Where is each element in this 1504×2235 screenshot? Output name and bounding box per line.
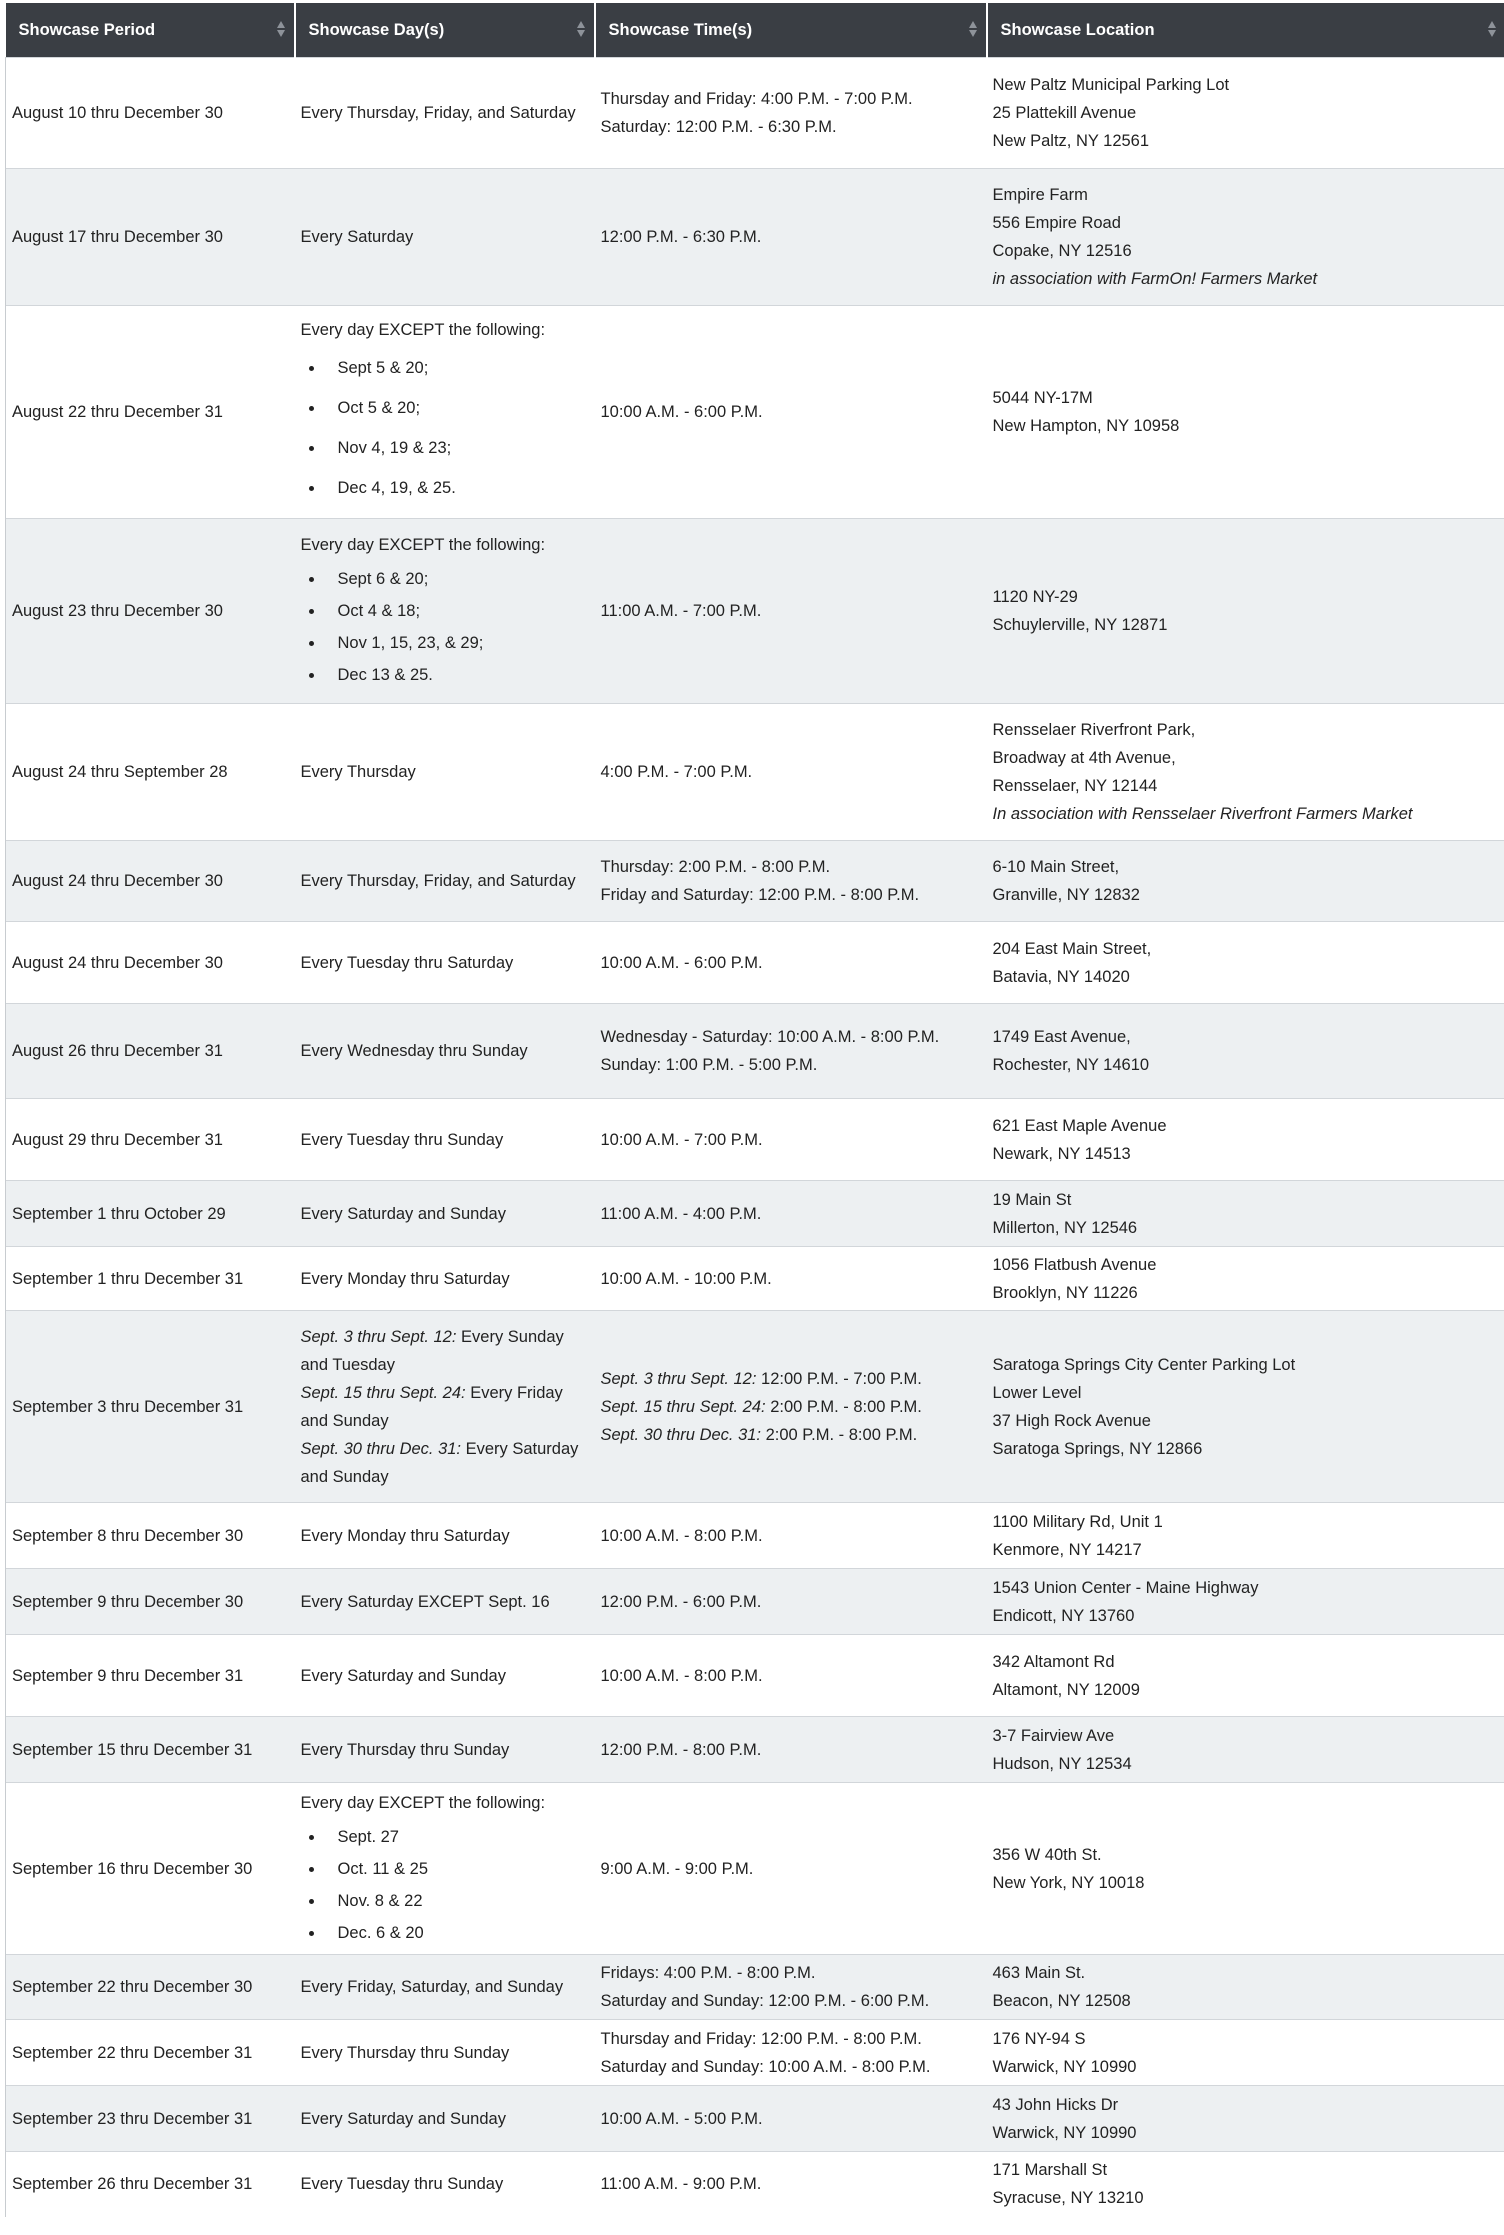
time-line: Thursday: 2:00 P.M. - 8:00 P.M. — [600, 858, 831, 876]
cell-location — [987, 1311, 1504, 1503]
time-line: Fridays: 4:00 P.M. - 8:00 P.M. — [600, 1964, 816, 1982]
cell-times — [595, 1247, 987, 1311]
time-line: 11:00 A.M. - 7:00 P.M. — [600, 602, 762, 620]
time-line: Sunday: 1:00 P.M. - 5:00 P.M. — [600, 1056, 818, 1074]
time-range-line — [601, 1421, 981, 1449]
location-line: Rensselaer, NY 12144 — [992, 777, 1158, 795]
cell-times — [595, 1311, 987, 1503]
cell-times — [595, 2086, 987, 2152]
column-header-days[interactable] — [295, 3, 595, 58]
location-line: 6-10 Main Street, — [992, 858, 1120, 876]
cell-times — [595, 922, 987, 1004]
cell-times — [595, 704, 987, 841]
location-line: 342 Altamont Rd — [992, 1652, 1115, 1671]
cell-location — [987, 1783, 1504, 1955]
location-line: 621 East Maple Avenue — [992, 1116, 1167, 1135]
cell-days — [295, 1783, 595, 1955]
cell-days: Every Tuesday thru Sunday — [295, 2152, 595, 2217]
cell-days: Every Tuesday thru Sunday — [295, 1099, 595, 1181]
cell-period: September 8 thru December 30 — [6, 1503, 295, 1569]
cell-period: August 24 thru December 30 — [6, 841, 295, 922]
location-line: Warwick, NY 10990 — [992, 2123, 1137, 2142]
location-line: Saratoga Springs City Center Parking Lot — [992, 1355, 1296, 1374]
time-range-line — [601, 1365, 981, 1393]
days-intro: Every day EXCEPT the following: — [300, 321, 546, 339]
except-item: • Oct 4 & 18; — [325, 595, 589, 627]
location-line: Millerton, NY 12546 — [992, 1218, 1138, 1237]
cell-days: Every Monday thru Saturday — [295, 1247, 595, 1311]
cell-period: September 16 thru December 30 — [6, 1783, 295, 1955]
cell-times — [595, 841, 987, 922]
cell-location — [987, 1181, 1504, 1247]
cell-times — [595, 1099, 987, 1181]
cell-days: Every Monday thru Saturday — [295, 1503, 595, 1569]
cell-period: September 9 thru December 30 — [6, 1569, 295, 1635]
column-header-label: Showcase Location — [1000, 21, 1155, 39]
location-line: 1056 Flatbush Avenue — [992, 1255, 1157, 1274]
cell-location — [987, 1503, 1504, 1569]
cell-days — [295, 306, 595, 519]
time-line: Thursday and Friday: 4:00 P.M. - 7:00 P.M. — [600, 90, 913, 108]
location-line: Brooklyn, NY 11226 — [992, 1283, 1138, 1302]
location-line: Syracuse, NY 13210 — [992, 2189, 1144, 2208]
cell-days — [295, 1311, 595, 1503]
except-item: • Nov 4, 19 & 23; — [325, 428, 589, 468]
time-range-label: Sept. 3 thru Sept. 12: — [600, 1369, 757, 1388]
location-line: Saratoga Springs, NY 12866 — [992, 1439, 1203, 1458]
cell-times — [595, 1783, 987, 1955]
time-line: 10:00 A.M. - 6:00 P.M. — [600, 403, 763, 421]
time-range-line — [601, 1393, 981, 1421]
time-line: Wednesday - Saturday: 10:00 A.M. - 8:00 P.M. — [600, 1028, 940, 1046]
location-line: Lower Level — [992, 1383, 1082, 1402]
table-row — [6, 1503, 1504, 1569]
location-line: Schuylerville, NY 12871 — [992, 616, 1168, 634]
cell-days: Every Saturday — [295, 169, 595, 306]
days-range-label: Sept. 30 thru Dec. 31: — [300, 1439, 462, 1458]
cell-location — [987, 1004, 1504, 1099]
cell-times — [595, 1717, 987, 1783]
table-row — [6, 2020, 1504, 2086]
table-row — [6, 306, 1504, 519]
time-line: 10:00 A.M. - 10:00 P.M. — [600, 1269, 772, 1288]
cell-times — [595, 1503, 987, 1569]
days-range-label: Sept. 15 thru Sept. 24: — [300, 1383, 466, 1402]
location-line: 19 Main St — [992, 1190, 1072, 1209]
cell-days: Every Thursday — [295, 704, 595, 841]
location-line: Batavia, NY 14020 — [992, 967, 1130, 986]
location-line: Hudson, NY 12534 — [992, 1754, 1132, 1773]
cell-days: Every Tuesday thru Saturday — [295, 922, 595, 1004]
table-row — [6, 1717, 1504, 1783]
location-line: Endicott, NY 13760 — [992, 1606, 1135, 1625]
cell-location — [987, 2152, 1504, 2217]
cell-days: Every Wednesday thru Sunday — [295, 1004, 595, 1099]
location-line: 204 East Main Street, — [992, 939, 1152, 958]
cell-days: Every Saturday and Sunday — [295, 1181, 595, 1247]
except-list — [301, 1821, 589, 1949]
except-item: • Sept. 27 — [325, 1821, 589, 1853]
cell-location — [987, 704, 1504, 841]
except-item: • Oct 5 & 20; — [325, 388, 589, 428]
cell-period: September 1 thru December 31 — [6, 1247, 295, 1311]
cell-period: September 22 thru December 30 — [6, 1955, 295, 2020]
location-line: 171 Marshall St — [992, 2161, 1108, 2180]
column-header-period[interactable] — [6, 3, 295, 58]
except-list — [301, 348, 589, 508]
cell-location — [987, 1635, 1504, 1717]
cell-location — [987, 1955, 1504, 2020]
days-intro: Every day EXCEPT the following: — [300, 1793, 546, 1812]
time-range-text: 2:00 P.M. - 8:00 P.M. — [761, 1425, 918, 1444]
table-row — [6, 2086, 1504, 2152]
cell-days: Every Saturday EXCEPT Sept. 16 — [295, 1569, 595, 1635]
except-item: • Sept 5 & 20; — [325, 348, 589, 388]
location-line: Newark, NY 14513 — [992, 1144, 1131, 1163]
days-range-text: Every Sunday and Tuesday — [300, 1327, 564, 1374]
table-row — [6, 169, 1504, 306]
cell-period: August 17 thru December 30 — [6, 169, 295, 306]
except-list — [301, 563, 589, 691]
time-line: 10:00 A.M. - 7:00 P.M. — [600, 1130, 763, 1149]
cell-days — [295, 519, 595, 704]
table-row — [6, 922, 1504, 1004]
time-range-text: 2:00 P.M. - 8:00 P.M. — [765, 1397, 922, 1416]
location-line: Beacon, NY 12508 — [992, 1992, 1131, 2010]
cell-times — [595, 1181, 987, 1247]
location-line: New York, NY 10018 — [992, 1873, 1145, 1892]
time-range-text: 12:00 P.M. - 7:00 P.M. — [756, 1369, 922, 1388]
time-line: 11:00 A.M. - 9:00 P.M. — [600, 2175, 762, 2194]
table-row — [6, 841, 1504, 922]
table-body — [6, 58, 1504, 2217]
location-line: 3-7 Fairview Ave — [992, 1726, 1115, 1745]
location-line: 1100 Military Rd, Unit 1 — [992, 1512, 1163, 1531]
cell-period: August 10 thru December 30 — [6, 58, 295, 169]
days-intro: Every day EXCEPT the following: — [300, 536, 546, 554]
days-range-line — [301, 1435, 589, 1491]
cell-times — [595, 1635, 987, 1717]
table-row — [6, 1181, 1504, 1247]
location-line: Kenmore, NY 14217 — [992, 1540, 1142, 1559]
cell-location — [987, 2086, 1504, 2152]
location-note: in association with FarmOn! Farmers Market — [992, 270, 1318, 288]
location-line: 43 John Hicks Dr — [992, 2095, 1119, 2114]
cell-period: August 26 thru December 31 — [6, 1004, 295, 1099]
table-row — [6, 1955, 1504, 2020]
cell-period: September 22 thru December 31 — [6, 2020, 295, 2086]
time-line: 10:00 A.M. - 8:00 P.M. — [600, 1526, 763, 1545]
cell-location — [987, 1099, 1504, 1181]
table-header-row — [6, 3, 1504, 58]
column-header-location[interactable] — [987, 3, 1504, 58]
location-line: 556 Empire Road — [992, 214, 1121, 232]
cell-days: Every Thursday, Friday, and Saturday — [295, 841, 595, 922]
sort-arrows-icon[interactable] — [577, 21, 586, 39]
location-line: New Hampton, NY 10958 — [992, 417, 1180, 435]
cell-days: Every Friday, Saturday, and Sunday — [295, 1955, 595, 2020]
table-row — [6, 1099, 1504, 1181]
except-item: • Oct. 11 & 25 — [325, 1853, 589, 1885]
location-line: Empire Farm — [992, 186, 1088, 204]
cell-period: August 29 thru December 31 — [6, 1099, 295, 1181]
table-row — [6, 519, 1504, 704]
location-line: 356 W 40th St. — [992, 1845, 1102, 1864]
table-row — [6, 1247, 1504, 1311]
location-line: New Paltz Municipal Parking Lot — [992, 76, 1230, 94]
time-line: 11:00 A.M. - 4:00 P.M. — [600, 1204, 762, 1223]
cell-times — [595, 1004, 987, 1099]
time-range-label: Sept. 30 thru Dec. 31: — [600, 1425, 762, 1444]
cell-location — [987, 1247, 1504, 1311]
cell-times — [595, 58, 987, 169]
location-line: Granville, NY 12832 — [992, 886, 1140, 904]
table-row — [6, 1635, 1504, 1717]
location-line: 25 Plattekill Avenue — [992, 104, 1137, 122]
column-header-times[interactable] — [595, 3, 987, 58]
cell-times — [595, 1955, 987, 2020]
table-row — [6, 2152, 1504, 2217]
except-item: • Dec. 6 & 20 — [325, 1917, 589, 1949]
location-line: 1543 Union Center - Maine Highway — [992, 1578, 1259, 1597]
location-line: Rochester, NY 14610 — [992, 1056, 1150, 1074]
cell-period: September 1 thru October 29 — [6, 1181, 295, 1247]
cell-times — [595, 2020, 987, 2086]
cell-times — [595, 1569, 987, 1635]
time-range-label: Sept. 15 thru Sept. 24: — [600, 1397, 766, 1416]
column-header-label: Showcase Period — [18, 21, 156, 39]
time-line: 10:00 A.M. - 5:00 P.M. — [600, 2109, 763, 2128]
sort-arrows-icon[interactable] — [1488, 21, 1497, 39]
cell-days: Every Thursday thru Sunday — [295, 2020, 595, 2086]
location-line: Rensselaer Riverfront Park, — [992, 721, 1196, 739]
cell-location — [987, 841, 1504, 922]
cell-period: September 15 thru December 31 — [6, 1717, 295, 1783]
location-line: Broadway at 4th Avenue, — [992, 749, 1176, 767]
time-line: Saturday: 12:00 P.M. - 6:30 P.M. — [600, 118, 837, 136]
location-line: Warwick, NY 10990 — [992, 2057, 1137, 2076]
time-line: 12:00 P.M. - 6:00 P.M. — [600, 1592, 762, 1611]
cell-period: September 3 thru December 31 — [6, 1311, 295, 1503]
cell-period: August 24 thru September 28 — [6, 704, 295, 841]
time-line: 10:00 A.M. - 6:00 P.M. — [600, 953, 763, 972]
cell-location — [987, 922, 1504, 1004]
location-note: In association with Rensselaer Riverfront Farmers Market — [992, 805, 1413, 823]
cell-location — [987, 1717, 1504, 1783]
cell-days: Every Saturday and Sunday — [295, 1635, 595, 1717]
cell-days: Every Thursday, Friday, and Saturday — [295, 58, 595, 169]
column-header-label: Showcase Day(s) — [308, 21, 445, 39]
location-line: New Paltz, NY 12561 — [992, 132, 1150, 150]
cell-period: August 22 thru December 31 — [6, 306, 295, 519]
location-line: 1749 East Avenue, — [992, 1028, 1131, 1046]
days-range-label: Sept. 3 thru Sept. 12: — [300, 1327, 457, 1346]
time-line: 10:00 A.M. - 8:00 P.M. — [600, 1666, 763, 1685]
time-line: 12:00 P.M. - 6:30 P.M. — [600, 228, 762, 246]
sort-arrows-icon[interactable] — [969, 21, 978, 39]
cell-period: September 23 thru December 31 — [6, 2086, 295, 2152]
table-row — [6, 704, 1504, 841]
cell-location — [987, 306, 1504, 519]
cell-location — [987, 169, 1504, 306]
location-line: 463 Main St. — [992, 1964, 1086, 1982]
cell-period: September 26 thru December 31 — [6, 2152, 295, 2217]
cell-times — [595, 306, 987, 519]
showcase-table-container — [5, 3, 1504, 2217]
table-row — [6, 58, 1504, 169]
location-line: 37 High Rock Avenue — [992, 1411, 1151, 1430]
time-line: Thursday and Friday: 12:00 P.M. - 8:00 P.M. — [600, 2029, 922, 2048]
except-item: • Nov 1, 15, 23, & 29; — [325, 627, 589, 659]
time-line: 4:00 P.M. - 7:00 P.M. — [600, 763, 753, 781]
days-range-line — [301, 1379, 589, 1435]
days-range-line — [301, 1323, 589, 1379]
location-line: 176 NY-94 S — [992, 2029, 1086, 2048]
cell-times — [595, 519, 987, 704]
showcase-table — [5, 3, 1504, 2217]
time-line: Friday and Saturday: 12:00 P.M. - 8:00 P.M. — [600, 886, 920, 904]
except-item: • Nov. 8 & 22 — [325, 1885, 589, 1917]
time-line: Saturday and Sunday: 10:00 A.M. - 8:00 P.M. — [600, 2057, 931, 2076]
table-row — [6, 1311, 1504, 1503]
cell-period: August 24 thru December 30 — [6, 922, 295, 1004]
cell-location — [987, 58, 1504, 169]
cell-times — [595, 2152, 987, 2217]
time-line: Saturday and Sunday: 12:00 P.M. - 6:00 P.M. — [600, 1992, 930, 2010]
cell-location — [987, 519, 1504, 704]
cell-days: Every Thursday thru Sunday — [295, 1717, 595, 1783]
days-range-text: Every Friday and Sunday — [300, 1383, 563, 1430]
cell-times — [595, 169, 987, 306]
except-item: • Dec 4, 19, & 25. — [325, 468, 589, 508]
location-line: 5044 NY-17M — [992, 389, 1093, 407]
location-line: Copake, NY 12516 — [992, 242, 1132, 260]
column-header-label: Showcase Time(s) — [608, 21, 753, 39]
cell-days: Every Saturday and Sunday — [295, 2086, 595, 2152]
table-row — [6, 1783, 1504, 1955]
location-line: 1120 NY-29 — [992, 588, 1078, 606]
time-line: 9:00 A.M. - 9:00 P.M. — [600, 1859, 754, 1878]
days-range-text: Every Saturday and Sunday — [300, 1439, 579, 1486]
table-row — [6, 1004, 1504, 1099]
time-line: 12:00 P.M. - 8:00 P.M. — [600, 1740, 762, 1759]
cell-location — [987, 1569, 1504, 1635]
except-item: • Sept 6 & 20; — [325, 563, 589, 595]
cell-period: August 23 thru December 30 — [6, 519, 295, 704]
table-row — [6, 1569, 1504, 1635]
location-line: Altamont, NY 12009 — [992, 1680, 1140, 1699]
except-item: • Dec 13 & 25. — [325, 659, 589, 691]
cell-period: September 9 thru December 31 — [6, 1635, 295, 1717]
sort-arrows-icon[interactable] — [277, 21, 286, 39]
cell-location — [987, 2020, 1504, 2086]
